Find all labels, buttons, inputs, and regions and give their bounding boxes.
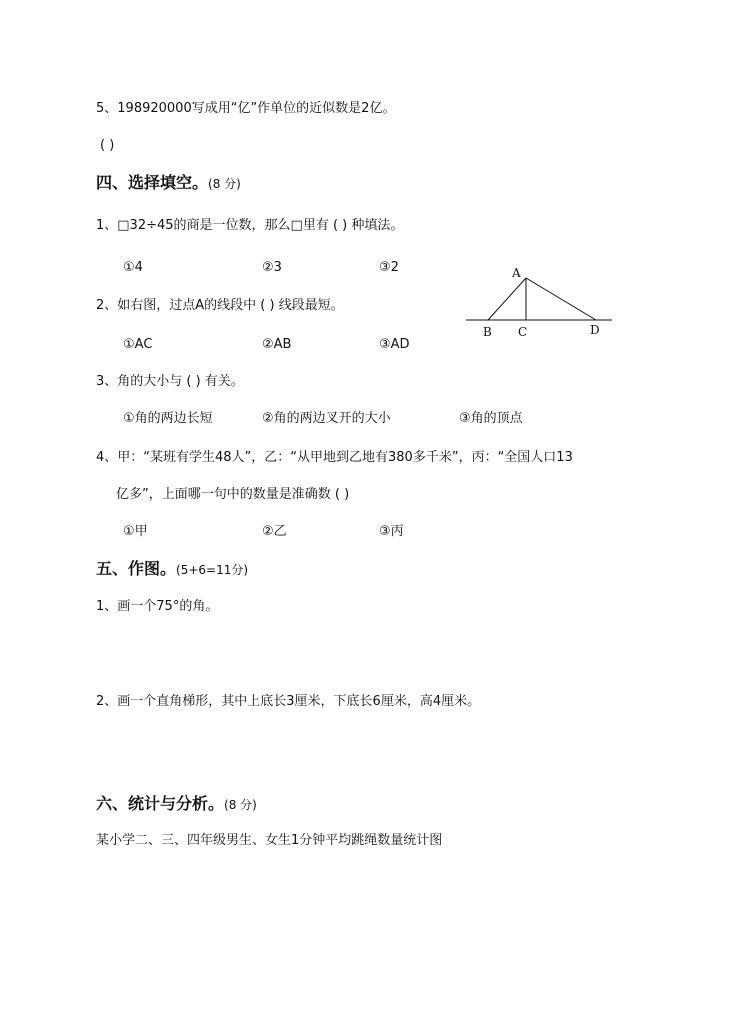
q4-3-text: 3、角的大小与 ( ) 有关。 bbox=[96, 374, 244, 389]
section5-title: 五、作图。 bbox=[96, 559, 177, 578]
q5-1-text: 1、画一个75°的角。 bbox=[96, 599, 219, 614]
q4-1-option-2[interactable]: ②3 bbox=[262, 260, 282, 275]
q4-1-option-1[interactable]: ①4 bbox=[123, 260, 143, 275]
q4-4-option-2[interactable]: ②乙 bbox=[262, 524, 287, 539]
q3-5-text: 5、198920000写成用“亿”作单位的近似数是2亿。 bbox=[96, 101, 396, 116]
section4-score: (8 分) bbox=[208, 177, 241, 191]
q4-4-option-3[interactable]: ③丙 bbox=[379, 524, 404, 539]
q4-3-option-1[interactable]: ①角的两边长短 bbox=[123, 411, 213, 426]
q4-2-text: 2、如右图，过点A的线段中 ( ) 线段最短。 bbox=[96, 298, 344, 313]
q4-4-text-line1: 4、甲：“某班有学生48人”，乙：“从甲地到乙地有380多千米”，丙：“全国人口13 bbox=[96, 450, 573, 465]
section6-score: (8 分) bbox=[224, 798, 257, 812]
triangle-figure bbox=[462, 262, 622, 342]
q4-2-option-1[interactable]: ①AC bbox=[123, 337, 153, 352]
label-a: A bbox=[512, 266, 521, 280]
section6-heading bbox=[96, 794, 257, 815]
q5-2-text: 2、画一个直角梯形，其中上底长3厘米，下底长6厘米，高4厘米。 bbox=[96, 694, 481, 709]
q4-3-option-3[interactable]: ③角的顶点 bbox=[459, 411, 523, 426]
q4-2-option-2[interactable]: ②AB bbox=[262, 337, 292, 352]
section4-heading bbox=[96, 173, 241, 194]
section5-score: (5+6=11分) bbox=[176, 563, 249, 577]
segment-ad bbox=[526, 278, 596, 320]
q4-1-text: 1、□32÷45的商是一位数，那么□里有 ( ) 种填法。 bbox=[96, 218, 404, 233]
q4-1-option-3[interactable]: ③2 bbox=[379, 260, 399, 275]
label-d: D bbox=[590, 323, 600, 337]
q4-4-text-line2: 亿多”，上面哪一句中的数量是准确数 ( ) bbox=[116, 487, 350, 502]
q4-4-option-1[interactable]: ①甲 bbox=[123, 524, 148, 539]
section5-heading bbox=[96, 559, 248, 580]
segment-ab bbox=[488, 278, 526, 320]
chart-caption: 某小学二、三、四年级男生、女生1分钟平均跳绳数量统计图 bbox=[96, 833, 443, 848]
section6-title: 六、统计与分析。 bbox=[96, 794, 225, 813]
q4-2-option-3[interactable]: ③AD bbox=[379, 337, 410, 352]
label-c: C bbox=[518, 325, 528, 339]
q4-3-option-2[interactable]: ②角的两边叉开的大小 bbox=[262, 411, 391, 426]
label-b: B bbox=[483, 325, 492, 339]
q3-5-answer-blank[interactable]: ( ) bbox=[100, 138, 115, 153]
section4-title: 四、选择填空。 bbox=[96, 173, 209, 192]
